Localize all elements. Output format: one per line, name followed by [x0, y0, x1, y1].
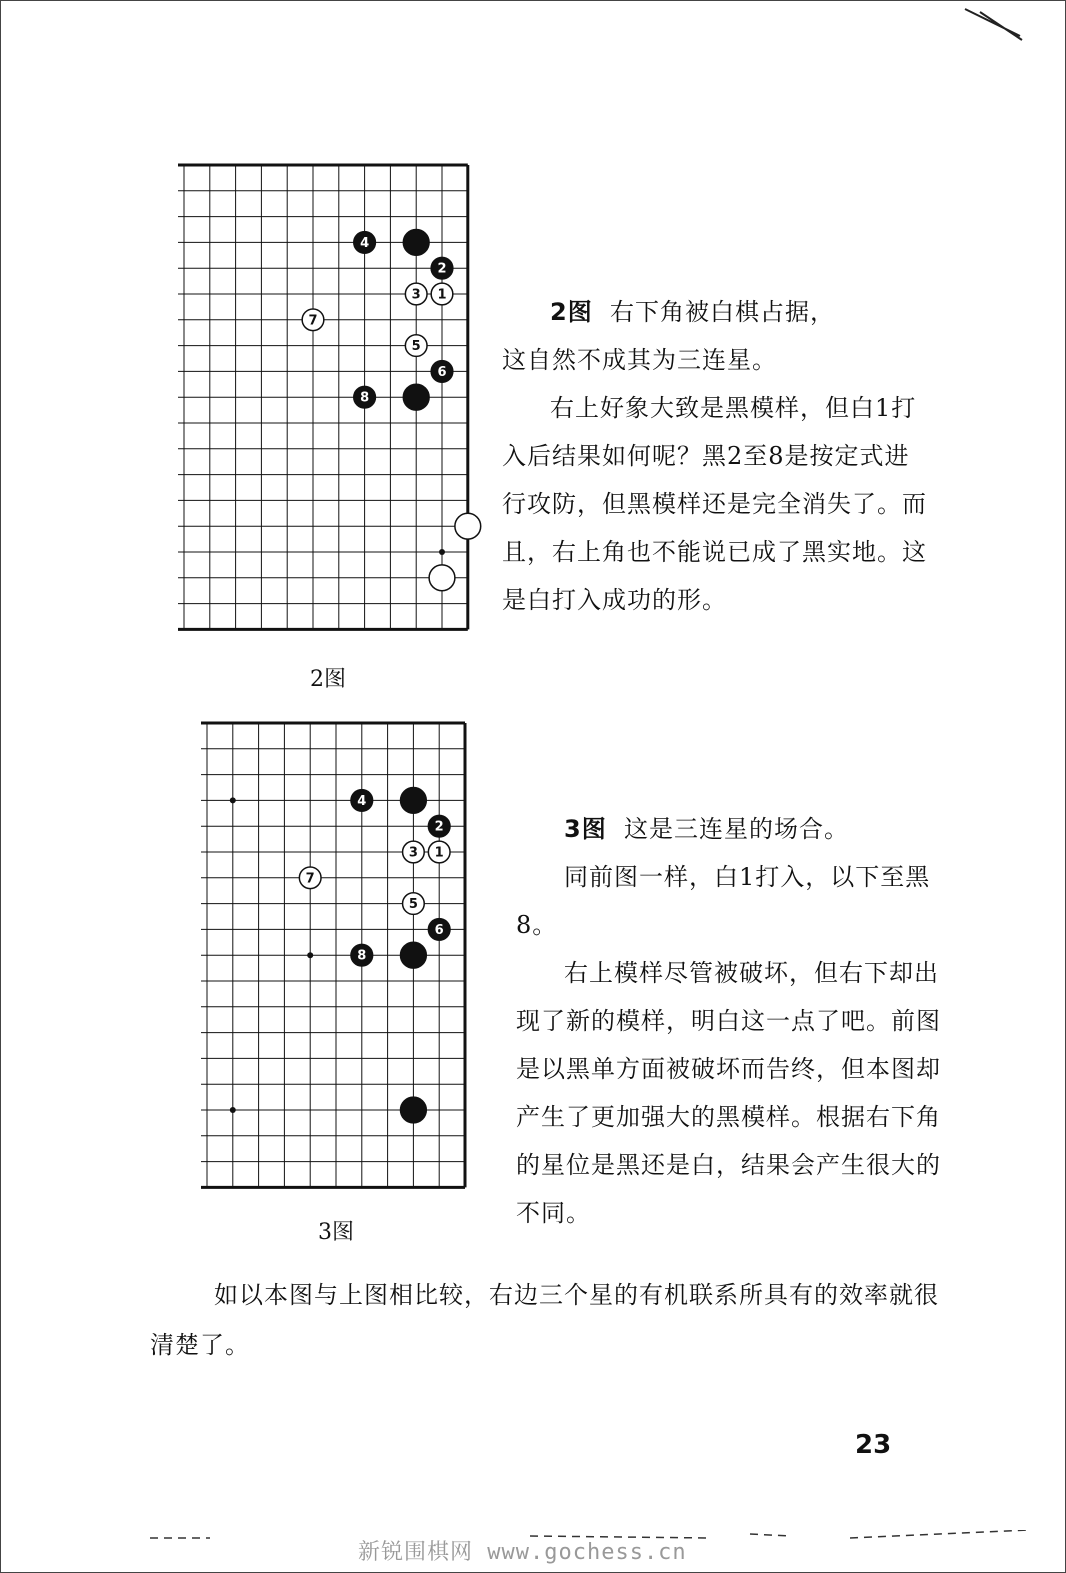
stone-move-number: 4	[360, 235, 370, 251]
white-stone-5	[403, 893, 425, 915]
stone-move-number: 7	[305, 871, 315, 887]
black-stone-8	[354, 386, 376, 408]
stone-move-number: 3	[408, 845, 418, 861]
go-board-3-svg	[193, 713, 478, 1213]
stone-move-number: 2	[437, 261, 447, 277]
go-board-2-svg	[170, 155, 470, 655]
stone-move-number: 7	[308, 313, 318, 329]
conclusion-text: 如以本图与上图相比较，右边三个星的有机联系所具有的效率就很清楚了。	[150, 1281, 939, 1359]
black-stone-2	[431, 257, 453, 279]
stone-move-number: 6	[437, 364, 447, 380]
diagram-2-commentary	[502, 288, 932, 624]
white-stone-7	[299, 867, 321, 889]
white-stone	[429, 565, 455, 591]
black-stone-6	[431, 361, 453, 383]
stone-move-number: 5	[411, 339, 421, 355]
black-stone-2	[428, 815, 450, 837]
stone-move-number: 6	[434, 922, 444, 938]
stone-move-number: 8	[360, 390, 370, 406]
white-stone-1	[428, 841, 450, 863]
white-stone	[455, 513, 481, 539]
stone-move-number: 8	[357, 948, 367, 964]
black-stone	[403, 384, 429, 410]
white-stone-7	[302, 309, 324, 331]
go-board-diagram-2	[170, 155, 470, 655]
diagram-3-line-2: 右上模样尽管被破坏，但右下却出现了新的模样，明白这一点了吧。前图是以黑单方面被破坏而告终，但本图却产生了更加强大的黑模样。根据右下角的星位是黑还是白，结果会产生很大的不同。	[516, 959, 941, 1227]
black-stone-4	[354, 232, 376, 254]
watermark-text: 新锐围棋网 www.gochess.cn	[358, 1540, 687, 1565]
stone-move-number: 5	[408, 897, 418, 913]
white-stone-5	[405, 335, 427, 357]
diagram-3-commentary	[516, 805, 941, 1237]
diagram-3-line-1: 同前图一样，白1打入，以下至黑8。	[516, 863, 931, 939]
white-stone-3	[405, 283, 427, 305]
page-number: 23	[855, 1430, 892, 1460]
diagram-3-heading-label: 3图	[564, 815, 607, 843]
diagram-2-line-2: 右上好象大致是黑模样，但白1打入后结果如何呢？黑2至8是按定式进行攻防，但黑模样还是完全消失了。而且，右上角也不能说已成了黑实地。这是白打入成功的形。	[502, 394, 927, 614]
go-board-diagram-3	[193, 713, 478, 1213]
stone-move-number: 4	[357, 793, 367, 809]
white-stone-3	[403, 841, 425, 863]
black-stone	[401, 788, 427, 814]
corner-scan-mark	[960, 4, 1030, 44]
diagram-2-caption: 2图	[310, 667, 346, 692]
stone-move-number: 1	[434, 845, 444, 861]
black-stone	[403, 230, 429, 256]
black-stone	[401, 1097, 427, 1123]
black-stone-4	[351, 790, 373, 812]
diagram-2-heading-label: 2图	[550, 298, 593, 326]
black-stone	[401, 942, 427, 968]
hoshi-point	[230, 797, 236, 803]
stone-move-number: 1	[437, 287, 447, 303]
black-stone-6	[428, 919, 450, 941]
stone-move-number: 2	[434, 819, 444, 835]
stone-move-number: 3	[411, 287, 421, 303]
conclusion-paragraph	[150, 1270, 950, 1370]
hoshi-point	[230, 1107, 236, 1113]
hoshi-point	[439, 549, 445, 555]
hoshi-point	[307, 952, 313, 958]
diagram-3-heading-text: 这是三连星的场合。	[623, 815, 849, 843]
diagram-3-caption: 3图	[318, 1220, 354, 1245]
diagram-2-heading-text: 右下角被白棋占据，	[609, 298, 835, 326]
black-stone-8	[351, 944, 373, 966]
white-stone-1	[431, 283, 453, 305]
diagram-2-line-1: 这自然不成其为三连星。	[502, 346, 777, 374]
